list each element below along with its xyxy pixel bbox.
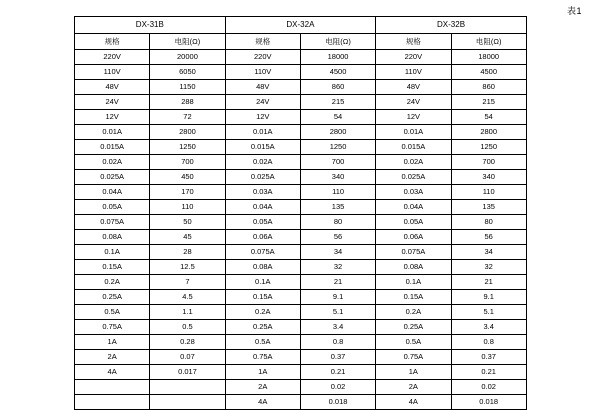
table-cell: 0.06A [376, 230, 451, 245]
table-cell: 0.8 [300, 335, 375, 350]
table-cell [150, 380, 225, 395]
table-cell: 0.5A [225, 335, 300, 350]
table-cell: 0.018 [300, 395, 375, 410]
table-row [75, 320, 527, 335]
table-cell: 0.03A [376, 185, 451, 200]
table-cell: 20000 [150, 50, 225, 65]
table-cell: 4.5 [150, 290, 225, 305]
table-row [75, 275, 527, 290]
table-cell: 0.25A [376, 320, 451, 335]
table-cell: 1250 [300, 140, 375, 155]
table-cell: 5.1 [300, 305, 375, 320]
column-header-resistance-2: 电阻(Ω) [300, 34, 375, 50]
table-cell: 0.2A [75, 275, 150, 290]
table-cell: 12.5 [150, 260, 225, 275]
table-cell: 0.07 [150, 350, 225, 365]
column-header-resistance-1: 电阻(Ω) [150, 34, 225, 50]
table-cell: 0.5A [75, 305, 150, 320]
table-row [75, 50, 527, 65]
group-header-dx32b: DX-32B [376, 17, 527, 34]
table-cell: 0.37 [300, 350, 375, 365]
table-cell: 56 [451, 230, 526, 245]
table-cell: 6050 [150, 65, 225, 80]
table-cell: 1A [225, 365, 300, 380]
table-cell: 4A [225, 395, 300, 410]
table-cell: 3.4 [300, 320, 375, 335]
table-cell [75, 380, 150, 395]
table-cell: 21 [451, 275, 526, 290]
table-row [75, 290, 527, 305]
table-cell: 0.04A [75, 185, 150, 200]
table-row [75, 170, 527, 185]
table-cell: 80 [300, 215, 375, 230]
table-row [75, 65, 527, 80]
table-cell: 0.015A [225, 140, 300, 155]
table-cell: 340 [451, 170, 526, 185]
table-cell: 48V [225, 80, 300, 95]
table-cell: 288 [150, 95, 225, 110]
table-cell: 0.025A [376, 170, 451, 185]
table-row [75, 95, 527, 110]
table-cell: 0.05A [225, 215, 300, 230]
table-cell: 0.05A [376, 215, 451, 230]
table-cell: 0.02A [225, 155, 300, 170]
table-cell: 0.02A [376, 155, 451, 170]
table-cell: 0.15A [225, 290, 300, 305]
column-header-spec-2: 规格 [225, 34, 300, 50]
table-cell: 170 [150, 185, 225, 200]
table-cell: 2A [225, 380, 300, 395]
table-cell: 0.08A [376, 260, 451, 275]
table-cell: 1A [75, 335, 150, 350]
table-cell: 2A [75, 350, 150, 365]
table-row [75, 80, 527, 95]
table-row [75, 245, 527, 260]
table-cell: 0.01A [75, 125, 150, 140]
table-cell: 0.37 [451, 350, 526, 365]
table-cell: 0.15A [376, 290, 451, 305]
sub-header-row [75, 34, 527, 50]
table-cell: 12V [225, 110, 300, 125]
table-cell: 700 [300, 155, 375, 170]
table-cell: 54 [300, 110, 375, 125]
table-cell: 18000 [451, 50, 526, 65]
table-cell: 0.02 [300, 380, 375, 395]
table-cell: 0.2A [225, 305, 300, 320]
group-header-dx31b: DX-31B [75, 17, 226, 34]
table-cell: 0.1A [225, 275, 300, 290]
table-row [75, 305, 527, 320]
table-cell: 3.4 [451, 320, 526, 335]
table-row [75, 395, 527, 410]
table-cell: 0.015A [376, 140, 451, 155]
table-cell: 0.017 [150, 365, 225, 380]
resistance-spec-table [74, 16, 527, 410]
table-row [75, 230, 527, 245]
table-cell: 2800 [451, 125, 526, 140]
table-cell: 700 [451, 155, 526, 170]
table-row [75, 380, 527, 395]
table-cell: 0.025A [75, 170, 150, 185]
table-cell: 24V [225, 95, 300, 110]
table-cell [75, 395, 150, 410]
table-cell: 9.1 [451, 290, 526, 305]
table-cell: 5.1 [451, 305, 526, 320]
table-cell: 450 [150, 170, 225, 185]
table-cell: 9.1 [300, 290, 375, 305]
table-cell: 110V [225, 65, 300, 80]
table-row [75, 125, 527, 140]
column-header-spec-1: 规格 [75, 34, 150, 50]
table-cell: 1.1 [150, 305, 225, 320]
table-cell: 220V [75, 50, 150, 65]
table-cell: 0.2A [376, 305, 451, 320]
table-cell: 0.75A [75, 320, 150, 335]
table-cell: 12V [376, 110, 451, 125]
table-cell: 56 [300, 230, 375, 245]
table-cell: 48V [376, 80, 451, 95]
table-row [75, 140, 527, 155]
table-cell: 0.1A [376, 275, 451, 290]
table-cell: 215 [300, 95, 375, 110]
table-cell: 110V [75, 65, 150, 80]
table-cell: 0.075A [376, 245, 451, 260]
table-cell: 7 [150, 275, 225, 290]
table-row [75, 155, 527, 170]
table-row [75, 260, 527, 275]
table-cell: 0.025A [225, 170, 300, 185]
table-cell: 0.15A [75, 260, 150, 275]
table-cell: 860 [300, 80, 375, 95]
group-header-row [75, 17, 527, 34]
table-cell: 45 [150, 230, 225, 245]
column-header-spec-3: 规格 [376, 34, 451, 50]
table-cell: 0.075A [225, 245, 300, 260]
table-cell: 0.08A [75, 230, 150, 245]
table-cell: 54 [451, 110, 526, 125]
table-cell: 24V [376, 95, 451, 110]
table-cell: 220V [376, 50, 451, 65]
table-row [75, 185, 527, 200]
table-cell: 72 [150, 110, 225, 125]
table-row [75, 350, 527, 365]
table-cell: 0.8 [451, 335, 526, 350]
table-row [75, 110, 527, 125]
table-cell: 0.02A [75, 155, 150, 170]
table-cell: 34 [451, 245, 526, 260]
table-cell: 2800 [300, 125, 375, 140]
table-cell: 12V [75, 110, 150, 125]
table-cell: 80 [451, 215, 526, 230]
table-cell: 0.05A [75, 200, 150, 215]
table-cell: 110 [150, 200, 225, 215]
group-header-dx32a: DX-32A [225, 17, 376, 34]
table-cell: 0.21 [451, 365, 526, 380]
table-cell: 700 [150, 155, 225, 170]
table-cell: 0.25A [75, 290, 150, 305]
table-cell: 4A [376, 395, 451, 410]
table-cell: 2A [376, 380, 451, 395]
spec-table-container [74, 16, 526, 410]
table-cell: 0.06A [225, 230, 300, 245]
table-cell: 4A [75, 365, 150, 380]
table-cell: 0.25A [225, 320, 300, 335]
table-cell: 2800 [150, 125, 225, 140]
table-cell: 0.015A [75, 140, 150, 155]
table-cell: 0.08A [225, 260, 300, 275]
table-row [75, 215, 527, 230]
table-cell: 48V [75, 80, 150, 95]
table-cell: 4500 [300, 65, 375, 80]
table-cell: 0.04A [376, 200, 451, 215]
table-cell: 135 [451, 200, 526, 215]
table-cell: 0.01A [225, 125, 300, 140]
table-cell: 0.5 [150, 320, 225, 335]
table-cell: 0.018 [451, 395, 526, 410]
table-cell: 0.5A [376, 335, 451, 350]
table-cell: 0.28 [150, 335, 225, 350]
table-cell: 0.075A [75, 215, 150, 230]
table-cell: 215 [451, 95, 526, 110]
table-cell [150, 395, 225, 410]
table-head [75, 17, 527, 50]
table-cell: 1250 [150, 140, 225, 155]
table-caption: 表1 [566, 6, 582, 16]
table-cell: 0.1A [75, 245, 150, 260]
table-cell: 860 [451, 80, 526, 95]
table-body [75, 50, 527, 410]
table-cell: 28 [150, 245, 225, 260]
table-cell: 0.01A [376, 125, 451, 140]
table-cell: 110 [451, 185, 526, 200]
table-row [75, 200, 527, 215]
table-cell: 0.02 [451, 380, 526, 395]
table-cell: 0.75A [376, 350, 451, 365]
table-row [75, 335, 527, 350]
table-cell: 4500 [451, 65, 526, 80]
table-cell: 0.75A [225, 350, 300, 365]
table-cell: 18000 [300, 50, 375, 65]
table-cell: 1150 [150, 80, 225, 95]
table-cell: 21 [300, 275, 375, 290]
table-cell: 0.04A [225, 200, 300, 215]
table-cell: 0.03A [225, 185, 300, 200]
table-cell: 0.21 [300, 365, 375, 380]
table-cell: 32 [300, 260, 375, 275]
table-cell: 1A [376, 365, 451, 380]
table-cell: 340 [300, 170, 375, 185]
table-cell: 220V [225, 50, 300, 65]
table-cell: 135 [300, 200, 375, 215]
table-cell: 1250 [451, 140, 526, 155]
table-cell: 34 [300, 245, 375, 260]
table-cell: 32 [451, 260, 526, 275]
column-header-resistance-3: 电阻(Ω) [451, 34, 526, 50]
table-cell: 24V [75, 95, 150, 110]
table-cell: 110V [376, 65, 451, 80]
table-cell: 110 [300, 185, 375, 200]
table-row [75, 365, 527, 380]
table-cell: 50 [150, 215, 225, 230]
